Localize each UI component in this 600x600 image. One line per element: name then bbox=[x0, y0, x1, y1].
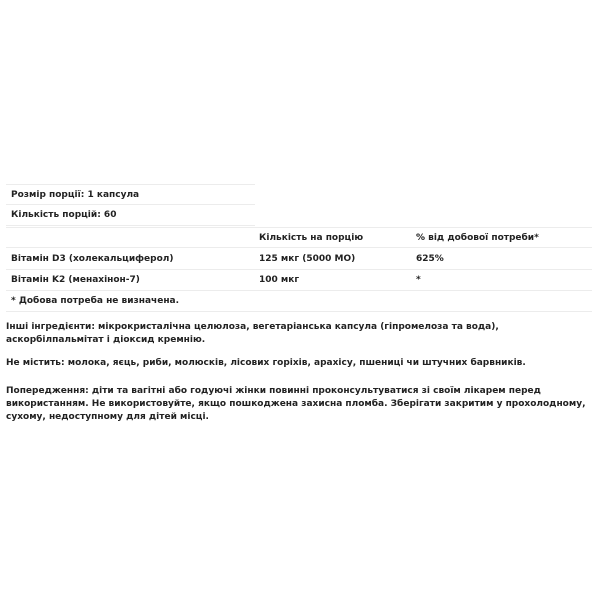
nutrient-daily-value: * bbox=[416, 275, 421, 285]
nutrient-name: Вітамін D3 (холекальциферол) bbox=[11, 254, 174, 264]
footnote: * Добова потреба не визначена. bbox=[11, 296, 180, 306]
header-amount: Кількість на порцію bbox=[259, 233, 364, 243]
servings-per-container: Кількість порцій: 60 bbox=[11, 210, 117, 220]
nutrient-name: Вітамін K2 (менахінон-7) bbox=[11, 275, 140, 285]
serving-size-row bbox=[6, 184, 255, 205]
table-row bbox=[6, 249, 592, 270]
nutrient-daily-value: 625% bbox=[416, 254, 444, 264]
nutrient-amount: 125 мкг (5000 МО) bbox=[259, 254, 356, 264]
footnote-row bbox=[6, 291, 592, 312]
table-header-row bbox=[6, 227, 592, 248]
warnings: Попередження: діти та вагітні або годуючі жінки повинні проконсультуватися зі своїм лікарем перед використанням. Не використовуйте, якщо пошкоджена захисна пломба. Зберігати закритим у прохолодному, сухому, недоступному для дітей місці. bbox=[6, 386, 586, 422]
serving-size: Розмір порції: 1 капсула bbox=[11, 190, 140, 200]
servings-per-container-row bbox=[6, 205, 255, 226]
table-row bbox=[6, 270, 592, 291]
other-ingredients: Інші інгредієнти: мікрокристалічна целюлоза, вегетаріанська капсула (гіпромелоза та вода), аскорбілпальмітат і діоксид кремнію. bbox=[6, 322, 499, 345]
does-not-contain: Не містить: молока, яєць, риби, молюсків, лісових горіхів, арахісу, пшениці чи штучних барвників. bbox=[6, 358, 526, 368]
nutrient-amount: 100 мкг bbox=[259, 275, 300, 285]
header-daily-value: % від добової потреби* bbox=[416, 233, 539, 243]
